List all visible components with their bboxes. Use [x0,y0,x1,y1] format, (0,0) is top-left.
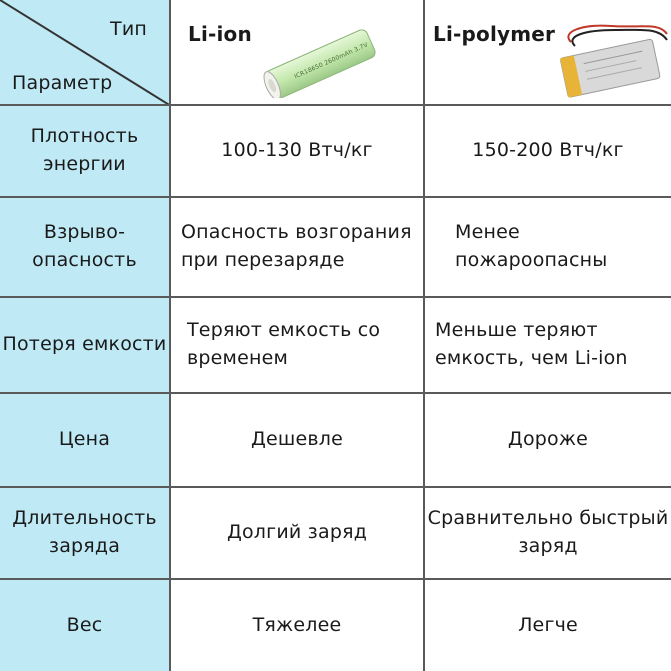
li-ion-price: Дешевле [171,394,425,488]
type-label: Тип [110,18,147,40]
li-ion-capacity-loss: Теряют емкость со временем [171,298,425,394]
param-energy-density: Плотность энергии [0,106,171,198]
li-ion-explosion-risk: Опасность возгорания при перезаряде [171,198,425,298]
li-ion-battery-text: ICR18650 2600mAh 3.7V [293,41,370,81]
parameter-label: Параметр [12,72,113,95]
li-polymer-capacity-loss: Меньше теряют емкость, чем Li-ion [425,298,671,394]
header-corner-cell [0,0,171,106]
li-ion-charge-duration: Долгий заряд [171,488,425,580]
param-price: Цена [0,394,171,488]
li-polymer-energy-density: 150-200 Втч/кг [425,106,671,198]
li-ion-title: Li-ion [188,22,252,46]
header-li-polymer [425,0,671,106]
li-ion-energy-density: 100-130 Втч/кг [171,106,425,198]
li-polymer-charge-duration: Сравнительно быстрый заряд [425,488,671,580]
param-explosion-risk: Взрыво- опасность [0,198,171,298]
header-li-ion [171,0,425,106]
li-polymer-explosion-risk: Менее пожароопасны [425,198,671,298]
li-polymer-battery-image [541,12,671,104]
param-weight: Вес [0,580,171,671]
param-capacity-loss: Потеря емкости [0,298,171,394]
li-polymer-title: Li-polymer [433,22,556,46]
li-polymer-weight: Легче [518,613,578,636]
li-ion-weight: Тяжелее [171,580,425,671]
param-charge-duration: Длительность заряда [0,488,171,580]
li-ion-battery-image [253,28,383,98]
li-polymer-price: Дороже [425,394,671,488]
